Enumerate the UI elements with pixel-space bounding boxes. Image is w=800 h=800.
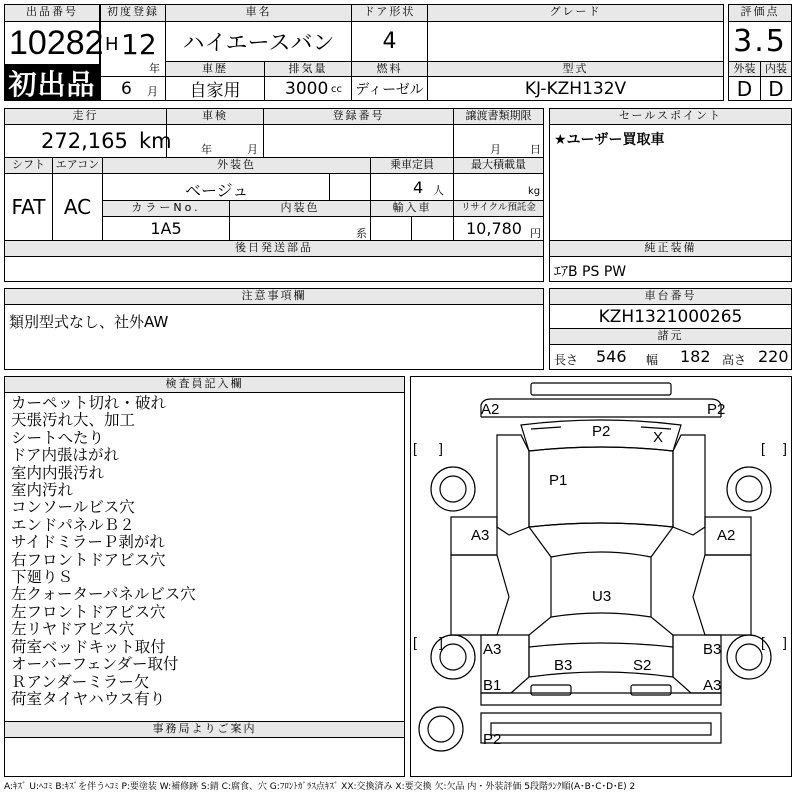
first-registration-month (100, 76, 166, 101)
transfer-month-unit: 月 (490, 143, 501, 156)
mark-left-front-door: A3 (471, 527, 490, 544)
car-name: ハイエースバン (165, 21, 352, 62)
door-label: ドア形状 (351, 4, 428, 22)
seats-value: 4 (413, 178, 424, 197)
recycle-label: リサイクル預託金 (453, 200, 544, 217)
dims-box (549, 344, 792, 370)
import-label: 輸入車 (370, 200, 454, 217)
inspector-line: ドア内張はがれ (11, 446, 120, 465)
first-registration-year (100, 21, 166, 77)
max-load-unit: kg (528, 186, 541, 197)
import-value-b (411, 216, 454, 241)
inspector-line: 左クォーターパネルビス穴 (11, 585, 196, 604)
lot-number-label: 出品番号 (4, 4, 100, 22)
inspection-box (166, 124, 264, 158)
color-no-value: 1A5 (102, 216, 230, 241)
exterior-color-value: ベージュ (185, 181, 249, 200)
mark-windshield: P2 (592, 423, 611, 440)
interior-color-box (229, 216, 371, 241)
mark-right-front-door: A2 (717, 527, 736, 544)
chassis-label: 車台番号 (549, 288, 792, 305)
interior-color-label: 内装色 (229, 200, 371, 217)
mark-rear-left: B3 (554, 657, 573, 674)
fuel-value: ディーゼル (351, 76, 428, 101)
month-value: 6 (121, 79, 132, 99)
svg-text:[: [ (413, 440, 417, 456)
score-value: 3.5 (728, 21, 792, 62)
mark-right-rear-quarter: B3 (703, 641, 722, 658)
office-label: 事務局よりご案内 (4, 721, 405, 738)
plate-label: 登録番号 (263, 108, 454, 125)
length-label: 長さ (554, 353, 579, 367)
dims-label: 諸元 (549, 328, 792, 345)
height-label: 高さ (722, 353, 747, 367)
interior-label: 内装 (760, 61, 792, 77)
displacement-label: 排気量 (264, 61, 352, 77)
inspector-line: コンソールビス穴 (11, 498, 135, 517)
legend: A:ｷｽﾞ U:ﾍｺﾐ B:ｷｽﾞを伴うﾍｺﾐ P:要塗装 W:補修跡 S:錆 C:腐食、穴 G:ﾌﾛﾝﾄｶﾞﾗｽ点ｷｽﾞ XX:交換済み X:要交換 欠:欠品 内・外装評価 5段階ﾗﾝｸ順(A･B･C･D･E) 2 (4, 782, 636, 792)
shift-value: FAT (4, 173, 53, 241)
inspector-line: 荷室タイヤハウス有り (11, 689, 166, 708)
notes-label: 注意事項欄 (4, 288, 544, 305)
car-name-label: 車名 (165, 4, 352, 22)
mark-front-right: P2 (707, 401, 726, 418)
exterior-color-box (102, 173, 330, 201)
inspector-line: 右フロントドアビス穴 (11, 550, 166, 569)
exterior-label: 外装 (728, 61, 761, 77)
fuel-label: 燃料 (351, 61, 428, 77)
seats-label: 乗車定員 (370, 157, 454, 174)
inspector-line: 天張汚れ大、加工 (11, 411, 136, 430)
inspector-line: 室内汚れ (11, 481, 74, 500)
grade-label: グレード (427, 4, 724, 22)
office-value (4, 737, 405, 777)
later-parts-label: 後日発送部品 (4, 240, 544, 257)
inspector-label: 検査員記入欄 (4, 376, 405, 393)
mark-rear-bumper-right: A3 (703, 677, 722, 694)
shift-label: シフト (4, 157, 53, 174)
mark-left-rear-quarter: A3 (483, 641, 502, 658)
sales-point-label: セールスポイント (549, 108, 792, 125)
score-label: 評価点 (728, 4, 792, 22)
exterior-color-label: 外装色 (102, 157, 371, 174)
genuine-equipment-value: ｴｱB PS PW (554, 264, 627, 280)
svg-text:]: ] (439, 634, 443, 650)
first-registration-label: 初度登録 (100, 4, 166, 22)
inspector-box (4, 392, 405, 722)
color-no-label: カラーNo. (102, 200, 230, 217)
year-unit: 年 (149, 62, 160, 75)
interior-value: D (760, 76, 792, 101)
plate-value (263, 124, 454, 158)
later-parts-value (4, 256, 544, 282)
mark-rear-bumper-left: B1 (483, 677, 502, 694)
history-value: 自家用 (165, 76, 265, 101)
displacement-box (264, 76, 352, 101)
displacement-value: 3000 (285, 79, 329, 99)
svg-text:[: [ (413, 634, 417, 650)
era-letter: H (105, 34, 119, 55)
mark-spare: P2 (483, 731, 502, 748)
genuine-equipment-label: 純正装備 (549, 240, 792, 257)
svg-text:]: ] (439, 440, 443, 456)
exterior-color-extra (329, 173, 371, 201)
height-value: 220 (758, 347, 789, 366)
max-load-label: 最大積載量 (453, 157, 544, 174)
damage-diagram (410, 376, 792, 777)
inspector-line: 荷室ベッドキット取付 (11, 637, 166, 656)
inspector-line: 左フロントドアビス穴 (11, 602, 166, 621)
notes-box (4, 304, 544, 370)
grade-value (427, 21, 724, 62)
interior-color-unit: 系 (356, 227, 367, 240)
mark-windshield-x: X (653, 429, 664, 446)
inspector-lines (11, 395, 196, 708)
mark-underbody: U3 (592, 588, 612, 605)
sales-point-box (549, 124, 792, 257)
svg-text:]: ] (783, 440, 787, 456)
max-load-box (453, 173, 544, 201)
seats-box (370, 173, 454, 201)
model-value: KJ-KZH132V (427, 76, 724, 101)
inspection-label: 車検 (166, 108, 264, 125)
lot-number: 10282 (9, 24, 104, 62)
inspector-line: カーペット切れ・破れ (11, 394, 167, 412)
ac-value: AC (52, 173, 103, 241)
door-value: 4 (351, 21, 428, 62)
month-unit: 月 (147, 85, 158, 98)
recycle-box (453, 216, 544, 241)
ac-label: エアコン (52, 157, 103, 174)
mileage-label: 走行 (4, 108, 167, 125)
mark-roof: P1 (549, 472, 568, 489)
transfer-day-unit: 日 (530, 143, 541, 156)
inspector-line: Ｒアンダーミラー欠 (11, 672, 150, 691)
history-label: 車歴 (165, 61, 265, 77)
mileage-box (4, 124, 172, 158)
displacement-unit: cc (331, 84, 342, 95)
mark-rear-right: S2 (633, 657, 652, 674)
transfer-box (453, 124, 544, 158)
inspector-line: 室内内張汚れ (11, 463, 105, 482)
chassis-value: KZH1321000265 (549, 304, 792, 329)
inspector-line: サイドミラーＰ剥がれ (11, 533, 165, 552)
width-value: 182 (680, 347, 711, 366)
lot-number-box (4, 21, 104, 65)
first-listing-badge: 初出品 (4, 65, 100, 101)
genuine-equipment-box (549, 256, 792, 282)
mileage-unit: km (139, 129, 172, 153)
import-value-a (370, 216, 412, 241)
model-label: 型式 (427, 61, 724, 77)
inspector-line: 下廻りＳ (11, 568, 74, 587)
inspector-line: オーバーフェンダー取付 (11, 655, 179, 674)
svg-text:[: [ (761, 634, 765, 650)
exterior-value: D (728, 76, 761, 101)
mark-front-left: A2 (481, 401, 500, 418)
mileage-value: 272,165 (41, 129, 128, 153)
transfer-label: 譲渡書類期限 (453, 108, 544, 125)
year-value: 12 (121, 28, 157, 61)
inspector-line: シートへたり (11, 428, 105, 447)
inspector-line: 左リヤドアビス穴 (11, 620, 135, 639)
inspection-month-unit: 月 (247, 143, 258, 156)
inspection-year-unit: 年 (201, 143, 212, 156)
sales-point-value: ★ユーザー買取車 (554, 132, 665, 148)
recycle-unit: 円 (530, 227, 541, 240)
length-value: 546 (596, 347, 627, 366)
notes-value: 類別型式なし、社外AW (9, 313, 169, 331)
svg-text:]: ] (783, 634, 787, 650)
seats-unit: 人 (433, 184, 444, 197)
svg-text:[: [ (761, 440, 765, 456)
width-label: 幅 (646, 353, 659, 367)
inspector-line: エンドパネルＢ２ (11, 515, 135, 534)
recycle-value: 10,780 (466, 219, 522, 238)
